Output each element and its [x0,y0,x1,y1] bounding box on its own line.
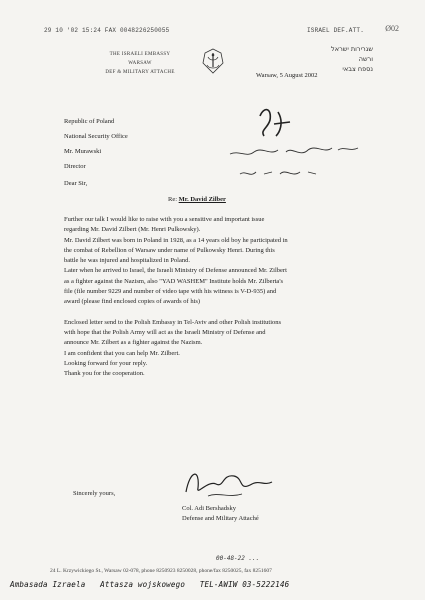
body-line: Thank you for the cooperation. [64,370,145,378]
recipient-line: National Security Office [64,133,128,140]
body-line: with hope that the Polish Army will act as the Israeli Ministry of Defense and [64,328,266,336]
subject-name: Mr. David Zilber [178,196,226,203]
handwritten-number: 00-48-22 ... [216,555,260,562]
signature-block [182,504,259,523]
fax-header-right: ISRAEL DEF.ATT. [306,27,364,34]
handwriting-segment: Attasza wojskowego [100,580,186,589]
embassy-heading-line: WARSAW [128,61,152,66]
footer-address: 24 L. Krzywickiego St., Warsaw 02-078, phone 8250923 8250028, phone/fax 8250025, fax 8251607 [50,568,272,574]
subject-line [168,196,226,203]
signer-name: Col. Adi Bershadsky [182,505,236,512]
signer-title: Defense and Military Attaché [182,514,259,522]
body-line: Looking forward for your reply. [64,359,148,367]
body-line: Later when he arrived to Israel, the Israeli Ministry of Defense announced Mr. Zilbert [64,267,287,275]
idf-emblem-icon [199,47,227,75]
bottom-handwriting [10,580,420,589]
fax-header [44,27,364,34]
subject-prefix: Re: [168,196,178,203]
recipient-line: Republic of Poland [64,118,115,125]
body-line: Enclosed letter send to the Polish Embassy in Tel-Aviv and other Polish institutions [64,318,282,326]
fax-header-left: 29 10 '02 15:24 FAX 0048226250055 [44,27,170,34]
page-mark: Ø02 [385,24,399,33]
embassy-heading-line: THE ISRAELI EMBASSY [109,52,171,57]
body-line: Mr. David Zilbert was born in Poland in 1928, as a 14 years old boy he participated in [64,236,288,244]
body-line: I am confident that you can help Mr. Zilbert. [64,349,180,357]
handwriting-segment: Ambasada Izraela [10,580,86,589]
body-line: the combat of Rebellion of Warsaw under name of Pulkowsky Henri. During this [64,246,275,254]
recipient-line: Director [64,163,86,170]
letter-body [64,215,346,381]
embassy-heading-english [100,50,180,77]
body-line: Further our talk I would like to raise with you a sensitive and important issue [64,216,265,223]
body-line: award (please find enclosed copies of awards of his) [64,298,201,306]
handwritten-annotation [220,102,370,192]
paragraph [64,215,346,308]
recipient-line: Mr. Murawski [64,148,102,155]
body-line: announce Mr. Zilbert as a fighter against the Nazism. [64,339,203,347]
hebrew-heading-line: ורשה [358,55,373,63]
salutation: Dear Sir, [64,180,88,187]
body-line: as a fighter against the Nazism, also "YAD WASHEM" Institute holds Mr. Zilberta's [64,277,284,285]
body-line: battle he was injured and hospitalized in Poland. [64,257,190,265]
recipient-block [64,114,128,174]
embassy-heading-line: DEF & MILITARY ATTACHE [105,70,175,75]
hebrew-heading-line: שגרירות ישראל [331,45,373,53]
handwriting-segment: TEL-AWIW 03-5222146 [199,580,290,589]
body-line: regarding Mr. David Zilbert (Mr. Henri Pulkowsky). [64,226,201,234]
embassy-heading-hebrew [283,44,373,74]
signature-icon [178,462,278,502]
paragraph [64,318,346,380]
hebrew-heading-line: נספח צבאי [342,65,373,73]
closing: Sincerely yours, [73,490,116,497]
body-line: file (file number 9229 and number of video tape with his witness is V-D-935) and [64,288,277,296]
letter-date: Warsaw, 5 August 2002 [256,72,318,79]
